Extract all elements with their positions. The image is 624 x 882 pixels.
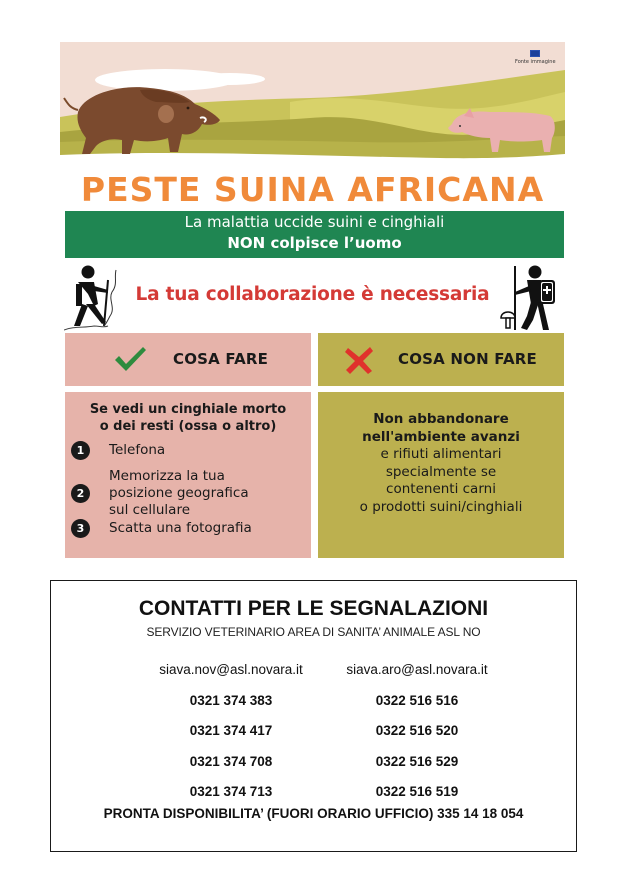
step-number-badge: 2 bbox=[71, 484, 90, 503]
image-source-label: Fonte immagine bbox=[515, 59, 556, 65]
phone-number[interactable]: 0322 516 519 bbox=[375, 784, 459, 799]
email-link[interactable]: siava.aro@asl.novara.it bbox=[346, 662, 488, 677]
dont-bold-line: Non abbandonare bbox=[373, 411, 509, 427]
dont-panel bbox=[318, 392, 564, 558]
contacts-column-arona bbox=[317, 655, 517, 808]
dont-line: specialmente se bbox=[385, 463, 497, 480]
step-item bbox=[71, 468, 249, 519]
contacts-box bbox=[50, 580, 577, 852]
email-link[interactable]: siava.nov@asl.novara.it bbox=[159, 662, 303, 677]
step-number-badge: 3 bbox=[71, 519, 90, 538]
phone-number[interactable]: 0321 374 713 bbox=[189, 784, 273, 799]
header-illustration bbox=[60, 42, 565, 164]
step-text: Telefona bbox=[109, 442, 166, 458]
image-source-badge bbox=[515, 50, 555, 65]
contacts-subtitle: SERVIZIO VETERINARIO AREA DI SANITA’ ANIMALE ASL NO bbox=[146, 625, 481, 639]
subtitle-line-1: La malattia uccide suini e cinghiali bbox=[184, 213, 445, 231]
do-panel bbox=[65, 392, 311, 558]
dont-line: o prodotti suini/cinghiali bbox=[359, 498, 523, 515]
phone-number[interactable]: 0321 374 417 bbox=[189, 723, 273, 738]
phone-number[interactable]: 0322 516 520 bbox=[375, 723, 459, 738]
dont-text bbox=[318, 411, 564, 516]
dont-header-label: COSA NON FARE bbox=[398, 350, 538, 368]
phone-number[interactable]: 0321 374 383 bbox=[189, 692, 273, 708]
step-item bbox=[71, 441, 165, 460]
step-text bbox=[109, 468, 249, 519]
subtitle-banner bbox=[65, 211, 564, 258]
cross-icon bbox=[344, 345, 374, 375]
do-header-label: COSA FARE bbox=[173, 350, 269, 368]
emergency-contact: PRONTA DISPONIBILITA’ (FUORI ORARIO UFFICIO) 335 14 18 054 bbox=[103, 806, 524, 821]
step-text-line: posizione geografica bbox=[109, 485, 249, 501]
subtitle-line-2: NON colpisce l’uomo bbox=[227, 234, 402, 252]
contacts-title: CONTATTI PER LE SEGNALAZIONI bbox=[138, 597, 489, 620]
checkmark-icon bbox=[113, 345, 147, 373]
phone-number[interactable]: 0321 374 708 bbox=[189, 753, 273, 769]
step-text-line: Memorizza la tua bbox=[109, 468, 225, 484]
do-header bbox=[65, 333, 311, 386]
dont-line: e rifiuti alimentari bbox=[380, 446, 502, 462]
phone-number[interactable]: 0322 516 516 bbox=[375, 692, 459, 708]
do-intro-line-1: Se vedi un cinghiale morto bbox=[89, 402, 287, 417]
collaboration-row bbox=[60, 262, 565, 332]
do-intro-line-2: o dei resti (ossa o altro) bbox=[99, 419, 277, 434]
collaboration-message: La tua collaborazione è necessaria bbox=[135, 284, 490, 305]
landscape-illustration bbox=[60, 42, 565, 164]
step-item bbox=[71, 519, 252, 538]
page-title: PESTE SUINA AFRICANA bbox=[80, 170, 545, 209]
step-number-badge: 1 bbox=[71, 441, 90, 460]
contacts-column-novara bbox=[131, 655, 331, 808]
do-intro-text bbox=[65, 401, 311, 435]
eu-flag-icon bbox=[530, 50, 540, 57]
hiker-with-mushroom-icon bbox=[497, 264, 563, 332]
dont-header bbox=[318, 333, 564, 386]
step-text-line: sul cellulare bbox=[109, 502, 190, 518]
phone-number[interactable]: 0322 516 529 bbox=[375, 753, 459, 769]
dont-bold-line: nell'ambiente avanzi bbox=[362, 428, 520, 445]
dont-line: contenenti carni bbox=[386, 481, 496, 497]
step-text: Scatta una fotografia bbox=[109, 520, 252, 536]
